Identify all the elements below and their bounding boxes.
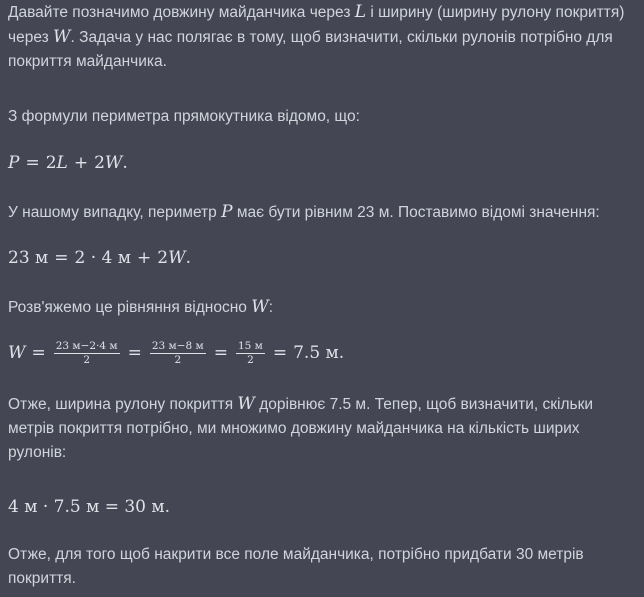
width-result-text-b: дорівнює 7.5 м. Тепер, щоб визначити, скільки метрів покриття потрібно, ми множимо довжину майданчика на кількість ширих рулонів:: [8, 396, 594, 461]
eq1-two-w: 2: [94, 153, 105, 173]
eq3-equals-3: =: [213, 343, 228, 363]
equation-perimeter-formula: [8, 148, 632, 178]
eq3-equals-1: =: [31, 343, 46, 363]
fraction-2-numerator: 23 м−8 м: [151, 339, 204, 352]
equation-substituted: [8, 243, 632, 273]
conclusion-text: Отже, для того щоб накрити все поле майданчика, потрібно придбати 30 метрів покриття.: [8, 546, 584, 587]
equation-solution: [8, 338, 632, 368]
fraction-2: [150, 341, 206, 366]
fraction-3-denominator: 2: [247, 353, 254, 366]
eq2-w: W: [168, 248, 186, 268]
eq3-result: 7.5 м.: [293, 343, 345, 363]
fraction-3: [236, 341, 265, 366]
eq1-two-l: 2: [45, 153, 57, 173]
eq1-l: L: [56, 153, 68, 173]
solve-text-b: :: [268, 299, 274, 316]
var-width-result: W: [237, 394, 255, 414]
var-perimeter: P: [221, 202, 233, 222]
eq2-lhs: 23 м: [8, 248, 49, 268]
fraction-1: [54, 341, 120, 366]
fraction-2-denominator: 2: [174, 353, 182, 366]
substitute-text-b: має бути рівним 23 м. Поставимо відомі значення:: [236, 204, 600, 221]
width-result-text-a: Отже, ширина рулону покриття: [8, 396, 234, 413]
eq2-equals: =: [54, 248, 69, 268]
eq3-equals-4: =: [272, 343, 288, 363]
var-length: L: [354, 2, 367, 22]
paragraph-substitute: [8, 200, 632, 225]
paragraph-solve: [8, 295, 632, 320]
var-width-solve: W: [251, 297, 269, 317]
eq4-text: 4 м · 7.5 м = 30 м.: [8, 497, 171, 517]
paragraph-conclusion: [8, 543, 632, 591]
eq1-w: W: [104, 153, 123, 173]
fraction-1-denominator: 2: [83, 353, 91, 366]
intro-text-c: . Задача у нас полягає в тому, щоб визначити, скільки рулонів потрібно для покриття майданчика.: [8, 29, 613, 70]
eq2-mid: 2 · 4 м: [74, 248, 131, 268]
fraction-3-numerator: 15 м: [237, 339, 263, 352]
solve-text-a: Розв'яжемо це рівняння відносно: [8, 299, 247, 316]
eq2-dot: .: [185, 248, 191, 268]
paragraph-perimeter: [8, 105, 632, 129]
intro-text-b: і ширину (ширину рулону покриття) через: [8, 4, 625, 46]
eq3-equals-2: =: [127, 343, 142, 363]
paragraph-width-result: [8, 392, 632, 465]
eq1-equals: =: [25, 153, 40, 173]
eq1-plus: +: [73, 153, 89, 173]
substitute-text-a: У нашому випадку, периметр: [8, 204, 217, 221]
paragraph-intro: [8, 0, 632, 74]
var-width: W: [53, 27, 71, 47]
eq1-p: P: [8, 153, 20, 173]
intro-text-a: Давайте позначимо довжину майданчика через: [8, 4, 351, 21]
perimeter-text: З формули периметра прямокутника відомо, що:: [8, 108, 360, 125]
eq1-dot: .: [122, 153, 128, 173]
fraction-1-numerator: 23 м−2·4 м: [55, 339, 118, 352]
equation-total: [8, 492, 632, 522]
eq3-w: W: [8, 343, 26, 363]
eq2-plus: +: [137, 248, 152, 268]
eq2-two-w: 2: [157, 248, 169, 268]
